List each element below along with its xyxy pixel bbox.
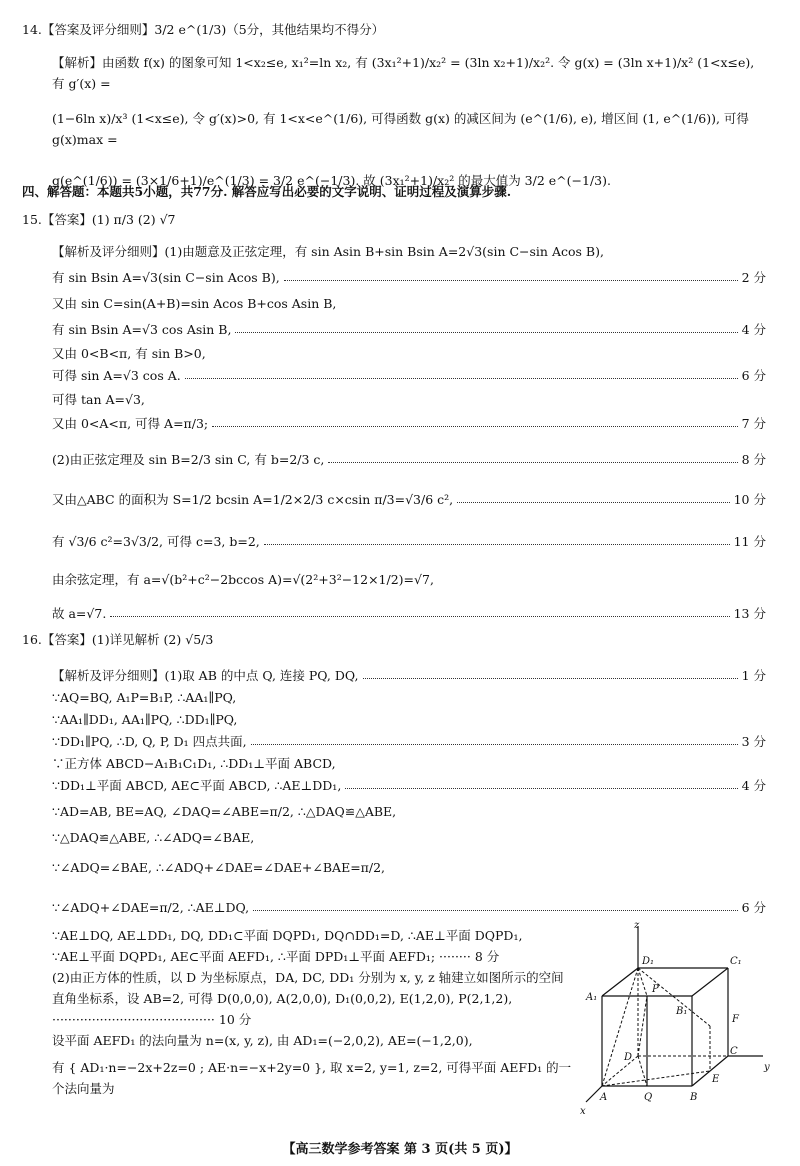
q15-row-text: 由余弦定理，有 a=√(b²+c²−2bccos A)=√(2²+3²−12×1/2)=√7,: [52, 572, 434, 587]
score-label: 8 分: [741, 452, 766, 467]
q16-row: [52, 708, 766, 730]
score-label: 7 分: [741, 416, 766, 431]
leader-dots: [284, 280, 738, 281]
q15-row-text: 又由 0<B<π, 有 sin B>0,: [52, 346, 206, 361]
fig-label-b1: B₁: [676, 1006, 688, 1017]
q16-p3: (2)由正方体的性质，以 D 为坐标原点，DA, DC, DD₁ 分别为 x, y, z 轴建立如图所示的空间直角坐标系，设 AB=2, 可得 D(0,0,0), A(2,0,0), D₁(0,0,2), E(1,2,0), P(2,1,2), ········································· 10 分: [52, 970, 564, 1027]
q16-row: [52, 752, 766, 774]
q15-row-text: 可得 sin A=√3 cos A.: [52, 368, 181, 383]
q15-row-text: 有 sin Bsin A=√3(sin C−sin Acos B),: [52, 270, 280, 285]
q15-row-text: 【解析及评分细则】(1)由题意及正弦定理，有 sin Asin B+sin Bsin A=2√3(sin C−sin Acos B),: [52, 244, 604, 259]
fig-label-c1: C₁: [730, 956, 742, 967]
leader-dots: [212, 426, 737, 427]
score-label: 13 分: [733, 606, 766, 621]
q15-row-text: 又由△ABC 的面积为 S=1/2 bcsin A=1/2×2/3 c×csin π/3=√3/6 c²,: [52, 492, 454, 507]
q16-answer: 16.【答案】(1)详见解析 (2) √5/3: [22, 632, 214, 647]
score-label: 4 分: [741, 778, 766, 793]
q16-p2: ∵AE⊥平面 DQPD₁, AE⊂平面 AEFD₁, ∴平面 DPD₁⊥平面 AEFD₁; ········ 8 分: [52, 949, 500, 964]
q14-analysis: 【解析】由函数 f(x) 的图象可知 1<x₂≤e, x₁²=ln x₂, 有 (3x₁²+1)/x₂² = (3ln x₂+1)/x₂². 令 g(x) = (3ln x+1)/x² (1<x≤e), 有 g′(x) = (1−6ln x)/x³ (1<x≤e), 令 g′(x)>0, 有 1<x<e^(1/6), 可得函数 g(x) 的减区间为 (e^(1/6), e), 增区间 (1, e^(1/6)), 可得 g(x)max = g(e^(1/6)) = (3×1/6+1)/e^(1/3) = 3/2 e^(−1/3). 故 (3x₁²+1)/x₂² 的最大值为 3/2 e^(−1/3).: [52, 55, 755, 188]
score-label: 6 分: [741, 900, 766, 915]
q16-row: [52, 730, 766, 752]
fig-label-d: D: [624, 1052, 633, 1063]
q15-row: [52, 364, 766, 386]
section-heading: 四、解答题：本题共5小题，共77分. 解答应写出必要的文字说明、证明过程及演算步骤.: [22, 184, 512, 199]
leader-dots: [345, 788, 737, 789]
score-label: 11 分: [733, 534, 766, 549]
cube-figure: [578, 918, 778, 1128]
q16-row: [52, 826, 766, 848]
leader-dots: [110, 616, 729, 617]
q15-row: [52, 530, 766, 552]
q15-row-text: 又由 sin C=sin(A+B)=sin Acos B+cos Asin B,: [52, 296, 337, 311]
q15-row-text: 有 √3/6 c²=3√3/2, 可得 c=3, b=2,: [52, 534, 260, 549]
q16-row: [52, 800, 766, 822]
leader-dots: [264, 544, 730, 545]
q15-row-text: (2)由正弦定理及 sin B=2/3 sin C, 有 b=2/3 c,: [52, 452, 325, 467]
q15-row-text: 有 sin Bsin A=√3 cos Asin B,: [52, 322, 232, 337]
q15-row: [52, 568, 766, 590]
q15-row: [52, 488, 766, 510]
q15-row: [52, 266, 766, 288]
q16-p4: 设平面 AEFD₁ 的法向量为 n=(x, y, z), 由 AD₁=(−2,0,2), AE=(−1,2,0),: [52, 1033, 473, 1048]
leader-dots: [251, 744, 738, 745]
leader-dots: [363, 678, 738, 679]
score-label: 3 分: [741, 734, 766, 749]
q16-row-text: ∵∠ADQ+∠DAE=π/2, ∴AE⊥DQ,: [52, 899, 250, 915]
q15-row: [52, 388, 766, 410]
fig-label-e: E: [712, 1074, 720, 1085]
score-label: 4 分: [741, 322, 766, 337]
q16-p1: ∵AE⊥DQ, AE⊥DD₁, DQ, DD₁⊂平面 DQPD₁, DQ∩DD₁=D, ∴AE⊥平面 DQPD₁,: [52, 928, 523, 943]
q16-row-text: 【解析及评分细则】(1)取 AB 的中点 Q, 连接 PQ, DQ,: [52, 668, 359, 683]
page-footer: 【高三数学参考答案 第 3 页(共 5 页)】: [282, 1142, 518, 1157]
fig-label-d1: D₁: [642, 956, 655, 967]
fig-label-y: y: [764, 1062, 770, 1073]
q15-row-text: 可得 tan A=√3,: [52, 392, 145, 407]
score-label: 6 分: [741, 368, 766, 383]
q15-row: [52, 412, 766, 434]
fig-label-b: B: [690, 1092, 698, 1103]
q16-row: [52, 896, 766, 918]
leader-dots: [253, 910, 737, 911]
q15-row: [52, 240, 766, 262]
q15-row-text: 又由 0<A<π, 可得 A=π/3;: [52, 416, 209, 431]
q16-row-text: ∵AD=AB, BE=AQ, ∠DAQ=∠ABE=π/2, ∴△DAQ≌△ABE,: [52, 803, 397, 819]
q16-row-text: ∵正方体 ABCD−A₁B₁C₁D₁, ∴DD₁⊥平面 ABCD,: [52, 756, 336, 771]
fig-label-c: C: [730, 1046, 738, 1057]
q16-row: [52, 856, 766, 878]
q15-answer: 15.【答案】(1) π/3 (2) √7: [22, 212, 176, 227]
score-label: 1 分: [741, 668, 766, 683]
fig-label-z: z: [634, 920, 640, 931]
q15-row: [52, 342, 766, 364]
q15-row: [52, 318, 766, 340]
score-label: 10 分: [733, 492, 766, 507]
q16-row-text: ∵DD₁⊥平面 ABCD, AE⊂平面 ABCD, ∴AE⊥DD₁,: [52, 778, 342, 793]
leader-dots: [235, 332, 737, 333]
q14-answer: 14.【答案及评分细则】3/2 e^(1/3)（5分，其他结果均不得分）: [22, 22, 385, 37]
q15-row: [52, 602, 766, 624]
q16-row: [52, 774, 766, 796]
fig-label-a: A: [600, 1092, 608, 1103]
fig-label-x: x: [580, 1106, 586, 1117]
q16-row-text: ∵∠ADQ=∠BAE, ∴∠ADQ+∠DAE=∠DAE+∠BAE=π/2,: [52, 859, 386, 875]
score-label: 2 分: [741, 270, 766, 285]
leader-dots: [457, 502, 729, 503]
q15-row: [52, 448, 766, 470]
q15-row-text: 故 a=√7.: [52, 606, 107, 621]
q15-row: [52, 292, 766, 314]
q16-row-text: ∵△DAQ≌△ABE, ∴∠ADQ=∠BAE,: [52, 829, 255, 845]
fig-label-p: P: [652, 984, 659, 995]
q16-row-text: ∵AQ=BQ, A₁P=B₁P, ∴AA₁∥PQ,: [52, 689, 237, 705]
fig-label-f: F: [732, 1014, 739, 1025]
q16-p5: 有 { AD₁·n=−2x+2z=0 ; AE·n=−x+2y=0 }, 取 x=2, y=1, z=2, 可得平面 AEFD₁ 的一个法向量为: [52, 1060, 572, 1096]
q16-paragraphs: [52, 925, 572, 1099]
leader-dots: [328, 462, 737, 463]
q16-row-text: ∵DD₁∥PQ, ∴D, Q, P, D₁ 四点共面,: [52, 734, 247, 749]
fig-label-a1: A₁: [586, 992, 598, 1003]
q16-row: [52, 686, 766, 708]
leader-dots: [185, 378, 738, 379]
q16-row-text: ∵AA₁∥DD₁, AA₁∥PQ, ∴DD₁∥PQ,: [52, 711, 238, 727]
q16-row: [52, 664, 766, 686]
fig-label-q: Q: [644, 1092, 653, 1103]
